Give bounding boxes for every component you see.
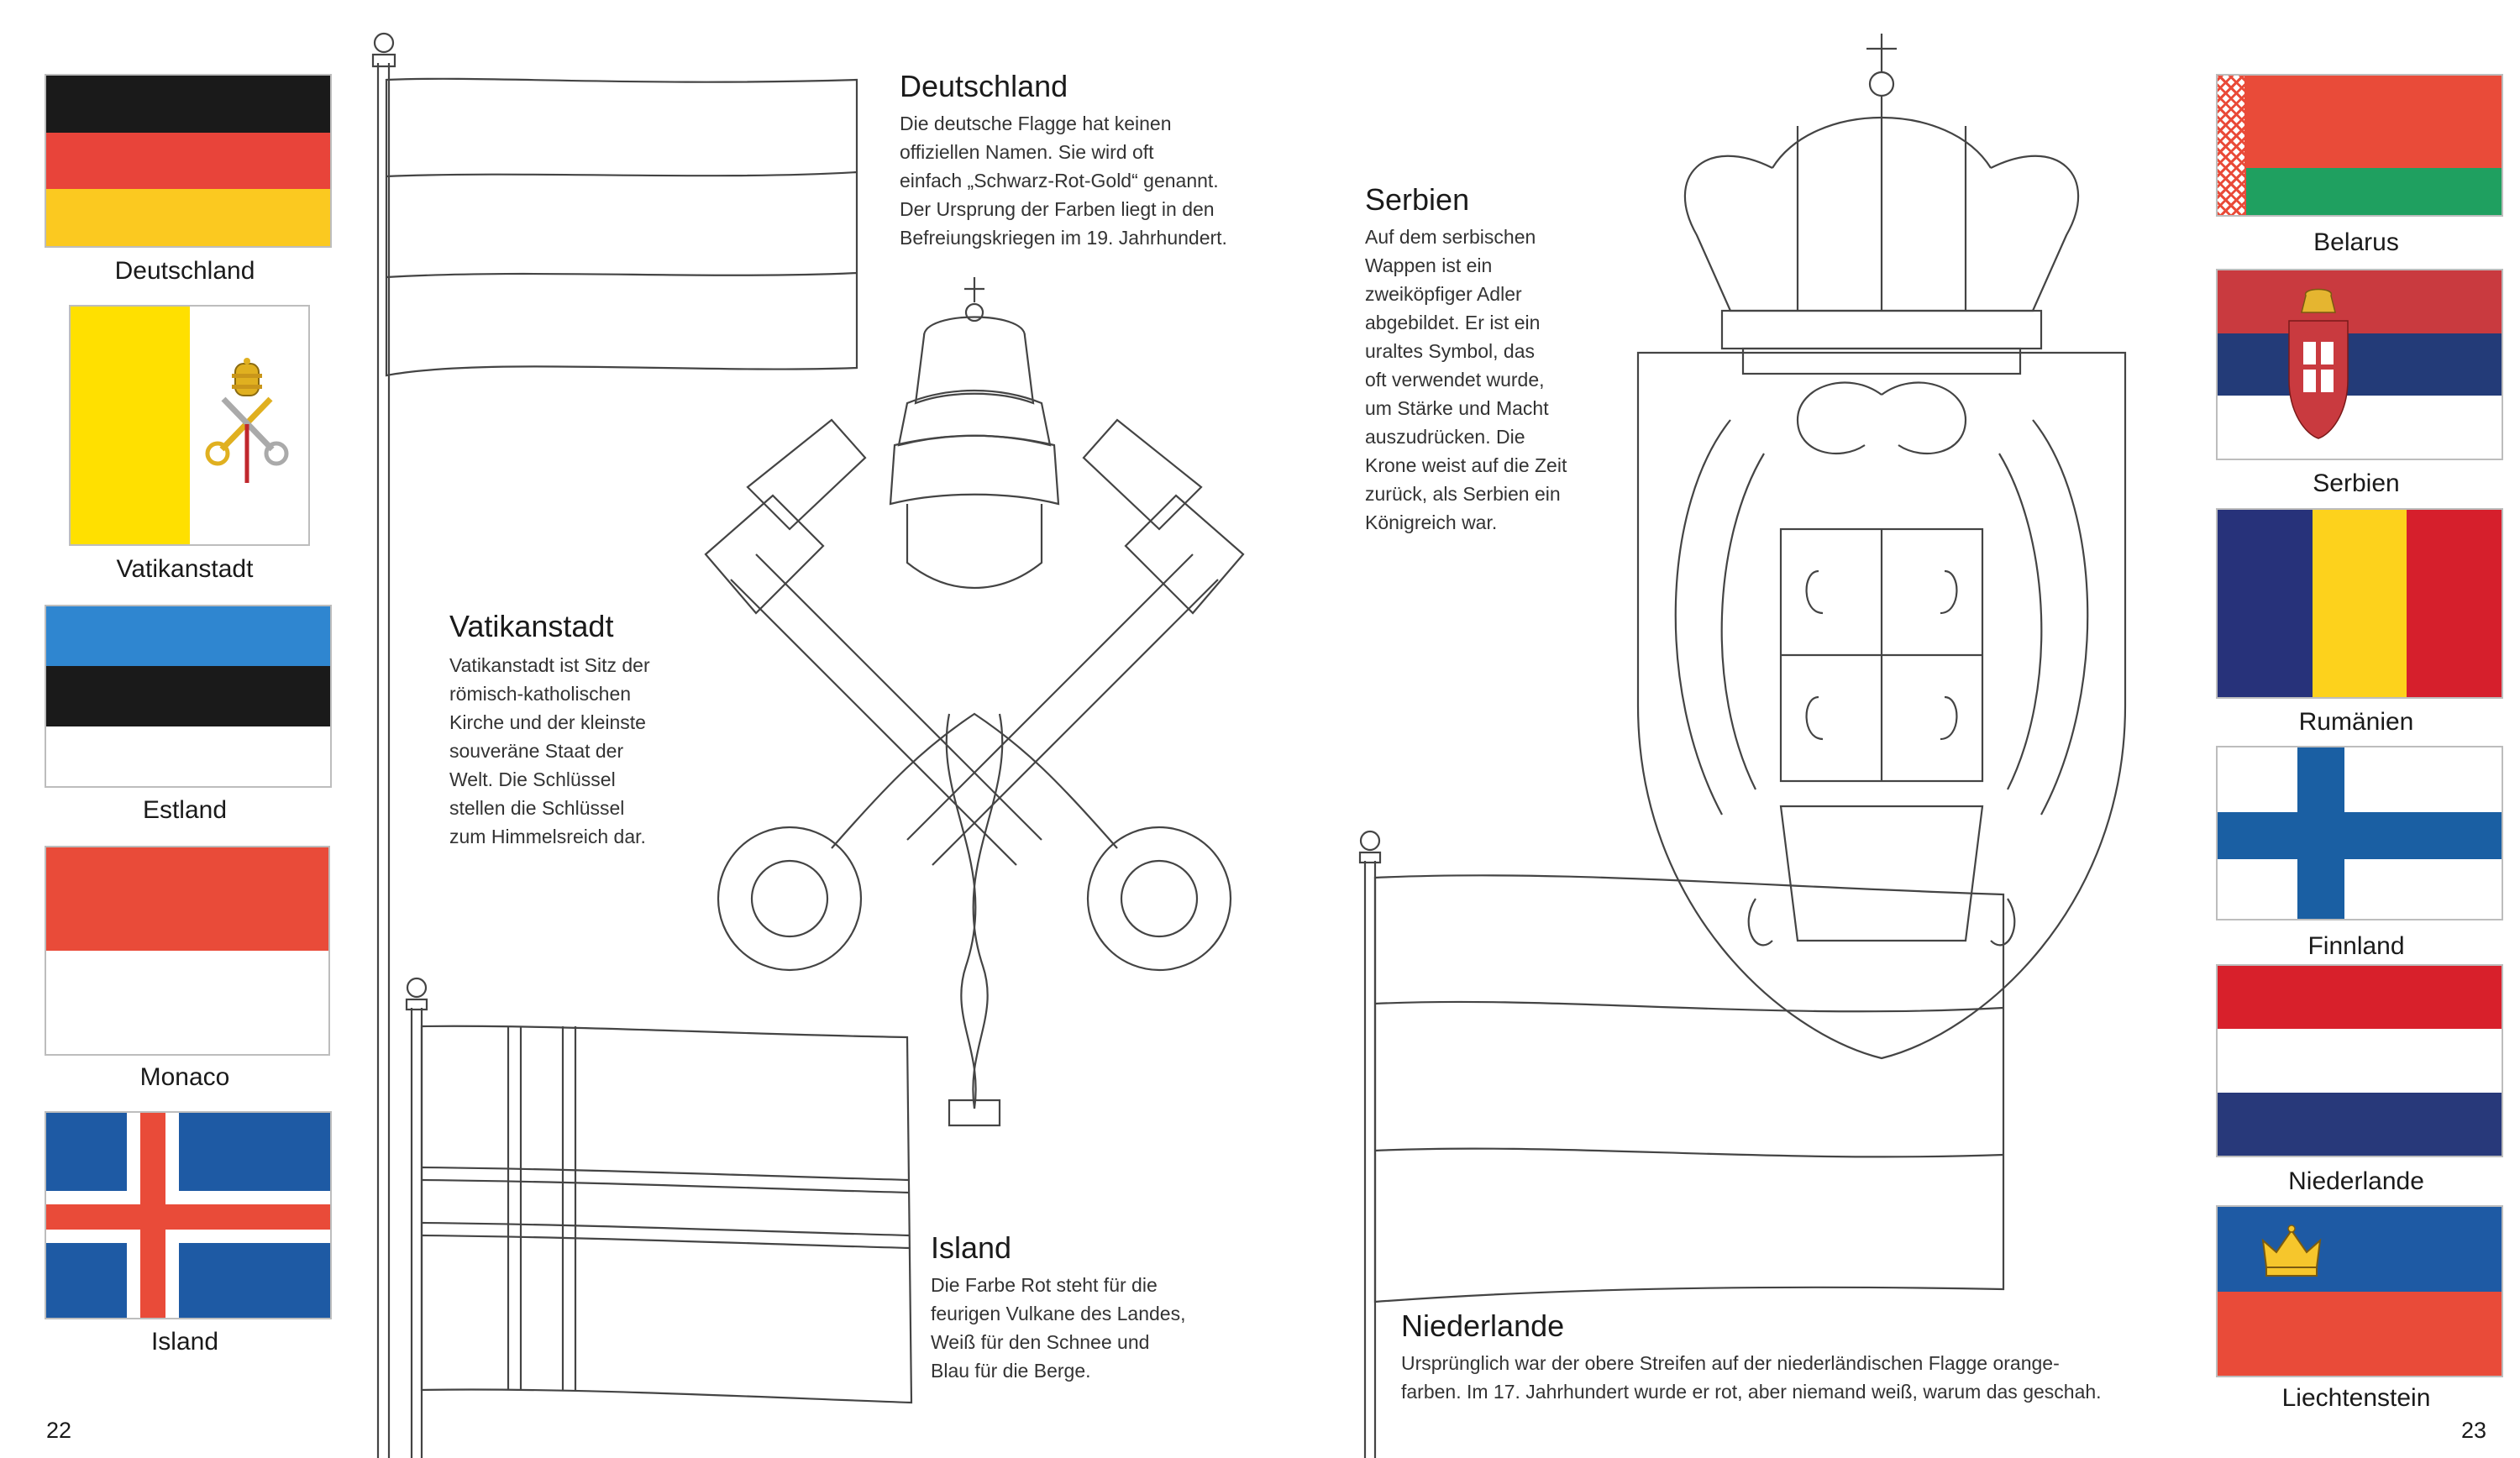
flag-caption: Estland — [142, 796, 228, 824]
vatikan-emblem-coloring — [697, 277, 1252, 1134]
section-title-niederlande: Niederlande — [1401, 1309, 1565, 1343]
flag-caption: Liechtenstein — [2281, 1384, 2431, 1412]
flag-caption: Deutschland — [114, 257, 255, 285]
flag-caption: Serbien — [2313, 469, 2400, 497]
section-title-vatikanstadt: Vatikanstadt — [449, 609, 614, 643]
section-title-serbien: Serbien — [1365, 182, 1470, 217]
page-number-left: 22 — [46, 1418, 72, 1443]
section-text-deutschland: Die deutsche Flagge hat keinen offiziellen Namen. Sie wird oft einfach „Schwarz-Rot-Gold“ genannt. Der Ursprung der Farben liegt in den Befreiungskriegen im 19. Jahrhundert. — [900, 113, 1227, 249]
flag-belarus — [2216, 74, 2503, 217]
section-title-deutschland: Deutschland — [900, 69, 1068, 103]
flag-caption: Monaco — [139, 1063, 230, 1091]
serbian-coat-of-arms-icon — [2285, 287, 2352, 447]
flag-rumaenien — [2216, 508, 2503, 699]
page-number-right: 23 — [2461, 1418, 2487, 1443]
flag-caption: Island — [150, 1328, 219, 1356]
flag-liechtenstein — [2216, 1205, 2503, 1377]
flag-deutschland — [45, 74, 332, 248]
flag-caption: Rumänien — [2298, 708, 2414, 736]
section-text-island: Die Farbe Rot steht für die feurigen Vulkane des Landes, Weiß für den Schnee und Blau für die Berge. — [931, 1274, 1186, 1382]
flag-vatikanstadt — [69, 305, 310, 546]
flag-niederlande — [2216, 964, 2503, 1157]
flag-finnland — [2216, 746, 2503, 920]
flag-serbien — [2216, 269, 2503, 460]
section-title-island: Island — [931, 1230, 1012, 1265]
papal-keys-and-tiara-icon — [205, 357, 289, 491]
flag-caption: Vatikanstadt — [116, 555, 254, 583]
ornament-stripe — [2218, 76, 2246, 215]
flag-caption: Finnland — [2307, 932, 2405, 960]
flag-caption: Niederlande — [2288, 1167, 2424, 1195]
crown-icon — [2260, 1224, 2323, 1279]
flag-monaco — [45, 846, 330, 1056]
flag-island — [45, 1111, 332, 1319]
flag-estland — [45, 605, 332, 788]
flag-caption: Belarus — [2313, 228, 2399, 256]
section-text-niederlande: Ursprünglich war der obere Streifen auf der niederländischen Flagge orange- farben. Im 17. Jahrhundert wurde er rot, aber niemand weiß, warum das geschah. — [1401, 1352, 2102, 1403]
section-text-serbien: Auf dem serbischen Wappen ist ein zweiköpfiger Adler abgebildet. Er ist ein uraltes Symbol, das oft verwendet wurde, um Stärke und Macht auszudrücken. Die Krone weist auf die Zeit zurück, als Serbien ein Königreich war. — [1365, 226, 1567, 533]
section-text-vatikanstadt: Vatikanstadt ist Sitz der römisch-katholischen Kirche und der kleinste souveräne Staat der Welt. Die Schlüssel stellen die Schlüssel zum Himmelsreich dar. — [449, 654, 650, 847]
